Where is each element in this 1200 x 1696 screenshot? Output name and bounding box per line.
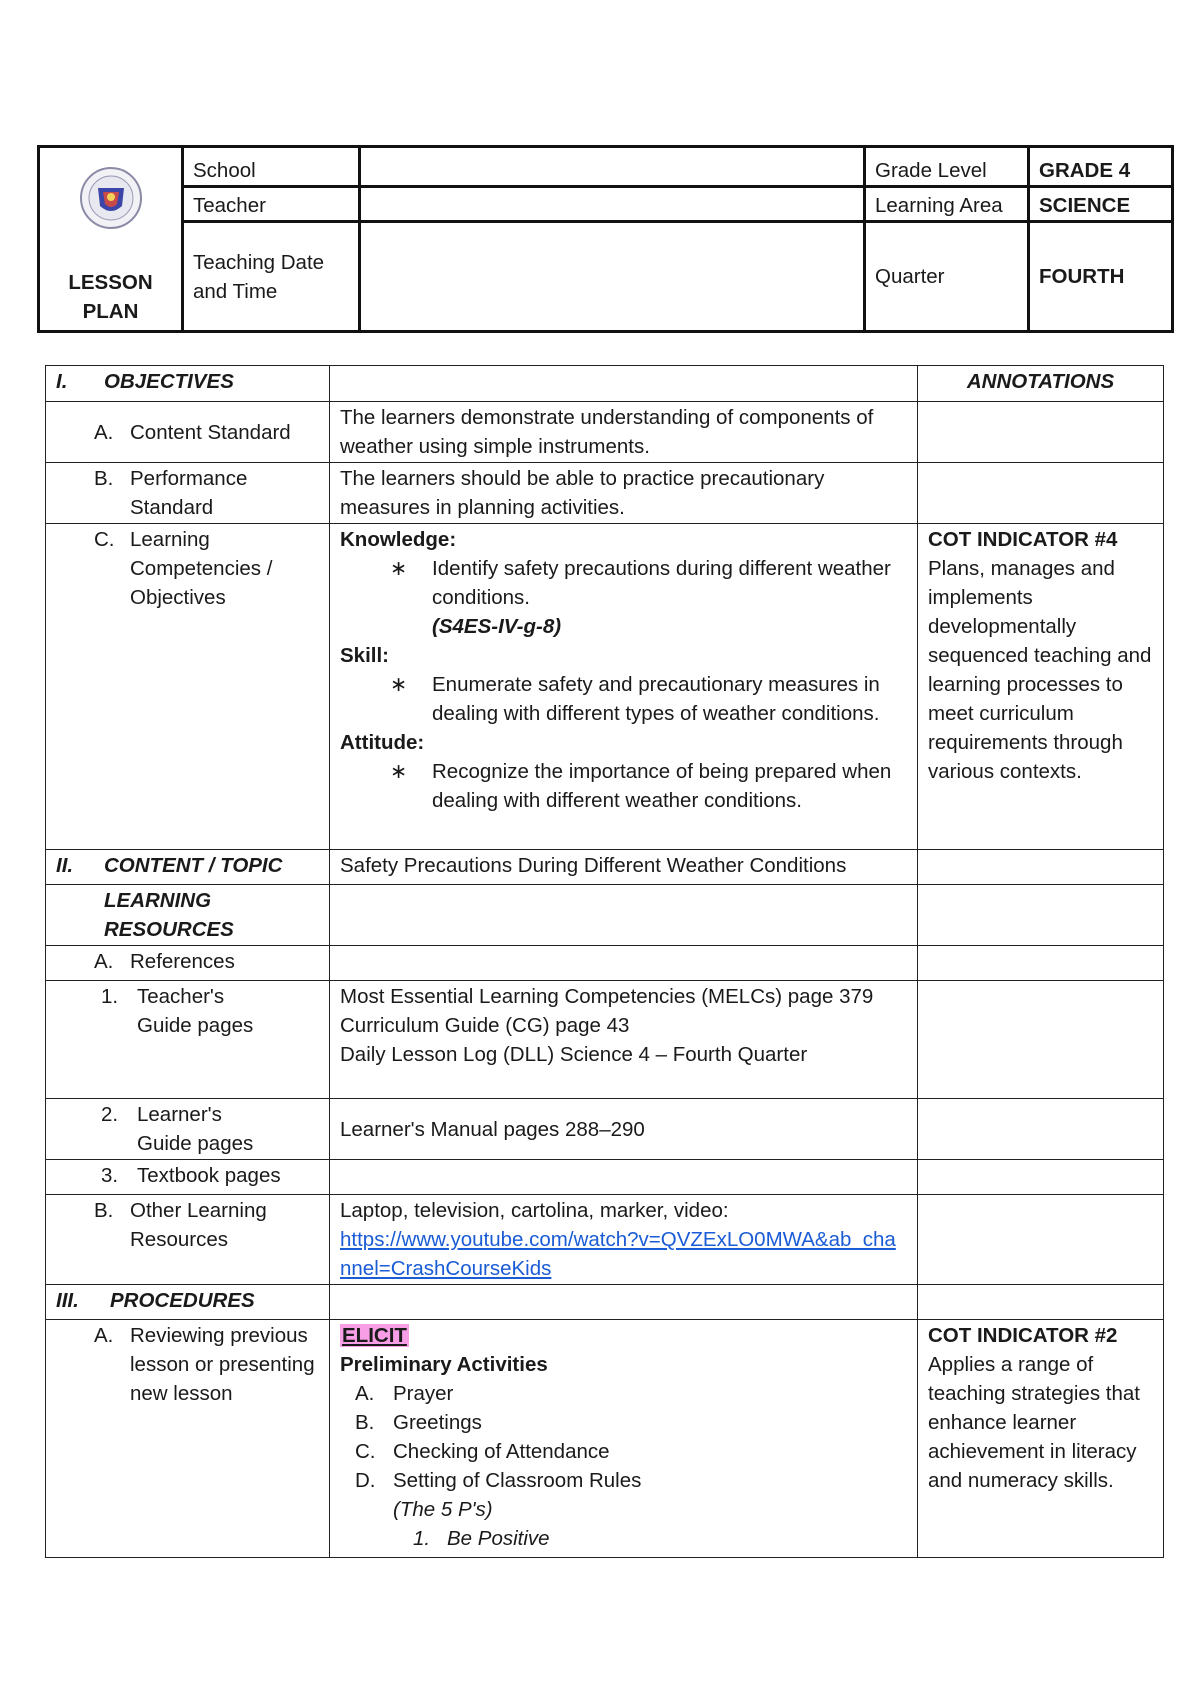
procedures-header-blank xyxy=(330,1285,918,1320)
procedures-header-annotation xyxy=(918,1285,1164,1320)
school-label: School xyxy=(183,147,360,187)
textbook-num: 3. xyxy=(101,1164,119,1187)
five-ps-caption: (The 5 P's) xyxy=(393,1498,493,1521)
knowledge-code: (S4ES-IV-g-8) xyxy=(432,615,562,638)
prelim-item-letter: A. xyxy=(355,1382,375,1405)
lesson-plan-table xyxy=(45,365,1164,1558)
teacher-label: Teacher xyxy=(183,187,360,222)
knowledge-text: Identify safety precautions during different weather conditions. xyxy=(432,557,891,609)
skill-label: Skill: xyxy=(340,644,389,667)
references-label: References xyxy=(130,950,235,973)
other-resources-letter: B. xyxy=(94,1199,114,1222)
performance-label: Performance Standard xyxy=(130,467,248,519)
content-topic-annotation xyxy=(918,850,1164,885)
objectives-header-row xyxy=(46,366,1164,402)
objectives-header-blank xyxy=(330,366,918,402)
textbook-blank xyxy=(330,1160,918,1195)
textbook-annotation xyxy=(918,1160,1164,1195)
p1-num: 1. xyxy=(413,1527,431,1550)
other-resources-label: Other Learning Resources xyxy=(130,1199,267,1251)
cot2-title: COT INDICATOR #2 xyxy=(928,1324,1118,1347)
references-row xyxy=(46,946,1164,981)
lesson-plan-title: LESSON PLAN xyxy=(68,271,153,323)
prelim-item-letter: C. xyxy=(355,1440,376,1463)
content-heading: CONTENT / TOPIC xyxy=(104,854,283,877)
learning-resources-row xyxy=(46,885,1164,946)
other-resources-annotation xyxy=(918,1195,1164,1285)
procedures-heading: PROCEDURES xyxy=(110,1289,255,1312)
content-num: II. xyxy=(56,854,74,877)
review-letter: A. xyxy=(94,1324,114,1347)
learning-resources-annotation xyxy=(918,885,1164,946)
quarter-value: FOURTH xyxy=(1029,222,1173,332)
procedures-num: III. xyxy=(56,1289,79,1312)
teachers-guide-row xyxy=(46,981,1164,1099)
performance-standard-row xyxy=(46,463,1164,524)
teacher-value[interactable] xyxy=(360,187,865,222)
teachers-guide-num: 1. xyxy=(101,985,119,1008)
content-topic-text: Safety Precautions During Different Weather Conditions xyxy=(330,850,918,885)
video-link[interactable]: https://www.youtube.com/watch?v=QVZExLO0MWA&ab_channel=CrashCourseKids xyxy=(340,1228,896,1280)
references-annotation xyxy=(918,946,1164,981)
review-row xyxy=(46,1320,1164,1558)
grade-level-value: GRADE 4 xyxy=(1029,147,1173,187)
elicit-tag: ELICIT xyxy=(342,1324,407,1347)
teaching-date-value[interactable] xyxy=(360,222,865,332)
bullet-icon: ∗ xyxy=(390,673,408,696)
performance-text: The learners should be able to practice precautionary measures in planning activities. xyxy=(330,463,918,524)
review-label: Reviewing previous lesson or presenting new lesson xyxy=(130,1324,315,1405)
teachers-guide-line3: Daily Lesson Log (DLL) Science 4 – Fourth Quarter xyxy=(340,1043,808,1066)
teaching-date-label: Teaching Date and Time xyxy=(183,222,360,332)
content-standard-row xyxy=(46,402,1164,463)
prelim-item: Prayer xyxy=(393,1382,454,1405)
attitude-label: Attitude: xyxy=(340,731,425,754)
p1-text: Be Positive xyxy=(447,1527,550,1550)
teachers-guide-line1: Most Essential Learning Competencies (MELCs) page 379 xyxy=(340,985,874,1008)
learners-guide-label: Learner's Guide pages xyxy=(137,1103,254,1155)
references-blank xyxy=(330,946,918,981)
competencies-label: Learning Competencies / Objectives xyxy=(130,528,273,609)
learners-guide-row xyxy=(46,1099,1164,1160)
header-table xyxy=(37,145,1174,333)
logo-cell xyxy=(39,147,183,332)
learning-resources-heading: LEARNING RESOURCES xyxy=(104,889,234,941)
performance-letter: B. xyxy=(94,467,114,490)
learning-resources-blank xyxy=(330,885,918,946)
learning-area-value: SCIENCE xyxy=(1029,187,1173,222)
cot2-text: Applies a range of teaching strategies that enhance learner achievement in literacy and numeracy skills. xyxy=(928,1353,1140,1492)
learners-guide-text: Learner's Manual pages 288–290 xyxy=(330,1099,918,1160)
knowledge-label: Knowledge: xyxy=(340,528,457,551)
skill-text: Enumerate safety and precautionary measures in dealing with different types of weather conditions. xyxy=(432,673,880,725)
textbook-label: Textbook pages xyxy=(137,1164,281,1187)
prelim-item: Setting of Classroom Rules xyxy=(393,1469,642,1492)
content-standard-label: Content Standard xyxy=(130,420,291,444)
prelim-item: Greetings xyxy=(393,1411,482,1434)
prelim-item-letter: B. xyxy=(355,1411,375,1434)
textbook-row xyxy=(46,1160,1164,1195)
prelim-item-letter: D. xyxy=(355,1469,376,1492)
school-value[interactable] xyxy=(360,147,865,187)
content-standard-letter: A. xyxy=(94,420,114,444)
learners-guide-num: 2. xyxy=(101,1103,119,1126)
learners-guide-annotation xyxy=(918,1099,1164,1160)
objectives-heading: OBJECTIVES xyxy=(104,370,234,393)
annotations-heading: ANNOTATIONS xyxy=(918,366,1164,402)
competencies-row xyxy=(46,524,1164,850)
quarter-label: Quarter xyxy=(865,222,1029,332)
objectives-num: I. xyxy=(56,370,68,393)
learning-area-label: Learning Area xyxy=(865,187,1029,222)
bullet-icon: ∗ xyxy=(390,557,408,580)
content-topic-row xyxy=(46,850,1164,885)
preliminary-activities: Preliminary Activities xyxy=(340,1353,548,1376)
grade-level-label: Grade Level xyxy=(865,147,1029,187)
teachers-guide-line2: Curriculum Guide (CG) page 43 xyxy=(340,1014,630,1037)
prelim-item: Checking of Attendance xyxy=(393,1440,610,1463)
references-letter: A. xyxy=(94,950,114,973)
content-standard-text: The learners demonstrate understanding of components of weather using simple instruments. xyxy=(330,402,918,463)
performance-annotation xyxy=(918,463,1164,524)
teachers-guide-label: Teacher's Guide pages xyxy=(137,985,254,1037)
other-resources-row xyxy=(46,1195,1164,1285)
teachers-guide-annotation xyxy=(918,981,1164,1099)
attitude-text: Recognize the importance of being prepared when dealing with different weather conditions. xyxy=(432,760,892,812)
other-resources-text: Laptop, television, cartolina, marker, video: xyxy=(340,1199,729,1222)
cot4-title: COT INDICATOR #4 xyxy=(928,528,1118,551)
cot4-text: Plans, manages and implements developmentally sequenced teaching and learning processes to meet curriculum requirements through various contexts. xyxy=(928,557,1152,783)
deped-seal-icon xyxy=(76,166,146,230)
bullet-icon: ∗ xyxy=(390,760,408,783)
competencies-letter: C. xyxy=(94,528,115,551)
content-standard-annotation xyxy=(918,402,1164,463)
procedures-header-row xyxy=(46,1285,1164,1320)
